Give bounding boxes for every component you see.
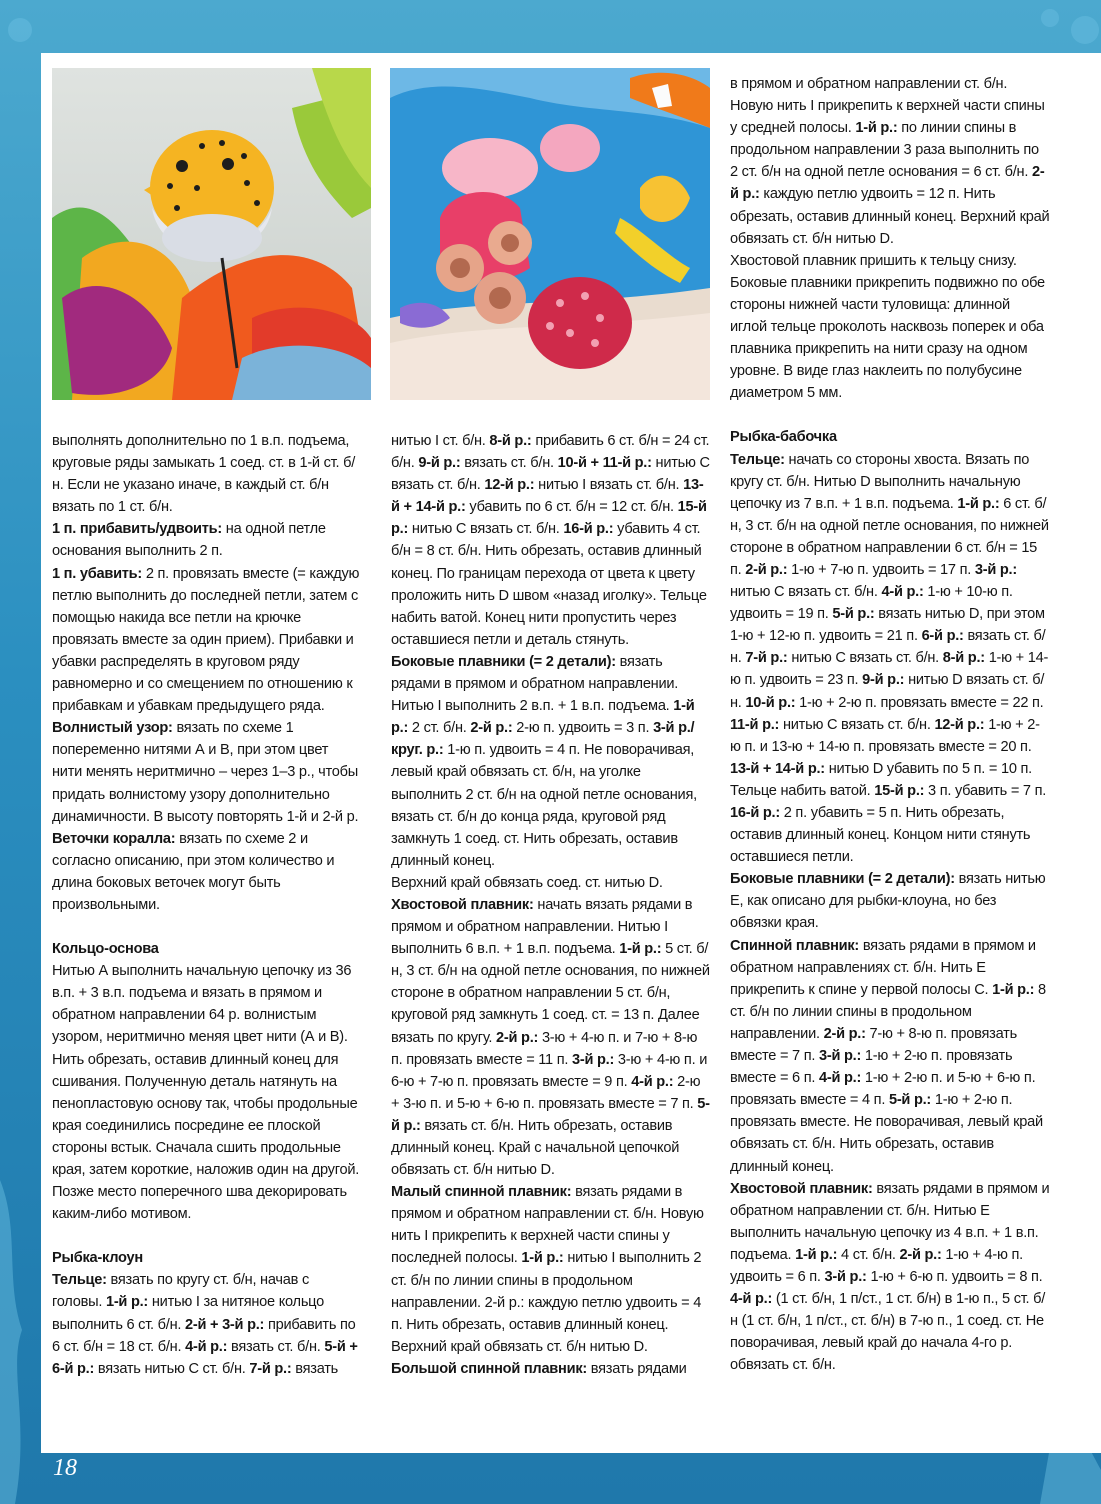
paragraph-increase: 1 п. прибавить/удвоить: на одной петле основания выполнить 2 п. [52, 521, 326, 560]
paragraph-clownfish-body-continued: нитью I ст. б/н. 8-й р.: прибавить 6 ст. б/н = 24 ст. б/н. 9-й р.: вязать ст. б/н. 10-й + 11-й р.: нитью С вязать ст. б/н. 12-й р.: нитью I вязать ст. б/н. 13-й + 14-й р.: убавить по 6 ст. б/н = 12 ст. б/н. 15-й р.: нитью С вязать ст. б/н. 16-й р.: убавить 4 ст. б/н = 8 ст. б/н. Нить обрезать, оставив длинный конец. По границам перехода от цвета к цвету проложить нить D швом «назад иголку». Тельце набить ватой. Конец нити пропустить через оставшиеся петли и деталь стянуть. [391, 433, 710, 648]
photo-crochet-coral-reef-ring [390, 68, 710, 400]
page-number: 18 [53, 1455, 77, 1481]
paragraph-clownfish-body: Тельце: вязать по кругу ст. б/н, начав с головы. 1-й р.: нитью I за нитяное кольцо выполнить 6 ст. б/н. 2-й + 3-й р.: прибавить по 6 ст. б/н = 18 ст. б/н. 4-й р.: вязать ст. б/н. 5-й + 6-й р.: вязать нитью С ст. б/н. 7-й р.: вязать [52, 1272, 358, 1377]
paragraph-small-dorsal-fin: Малый спинной плавник: вязать рядами в прямом и обратном направлении ст. б/н. Новую нить I прикрепить к верхней части спины у последней полосы. 1-й р.: нитью I выполнить 2 ст. б/н по линии спины в продольном направлении. 2-й р.: каждую петлю удвоить = 4 п. Нить обрезать, оставив длинный конец. Верхний край обвязать ст. б/н нитью D. [391, 1184, 704, 1355]
paragraph-coral-branches: Веточки коралла: вязать по схеме 2 и согласно описанию, при этом количество и длина боковых веточек могут быть произвольными. [52, 830, 335, 913]
photo-crochet-pufferfish-coral [52, 68, 371, 400]
paragraph-butterfly-side-fins: Боковые плавники (= 2 детали): вязать нитью Е, как описано для рыбки-клоуна, но без обвязки края. [730, 871, 1046, 932]
text-column-1 [52, 430, 362, 1380]
heading-base-ring: Кольцо-основа [52, 941, 159, 958]
paragraph-wavy-pattern: Волнистый узор: вязать по схеме 1 попеременно нитями А и В, при этом цвет нити менять неритмично – через 1–3 р., чтобы придать волнистому узору дополнительно динамичности. В высоту повторять 1-й и 2-й р. [52, 720, 359, 825]
magazine-page [41, 53, 1101, 1453]
paragraph-side-fins: Боковые плавники (= 2 детали): вязать рядами в прямом и обратном направлении. Нитью I выполнить 2 в.п. + 1 в.п. подъема. 1-й р.: 2 ст. б/н. 2-й р.: 2-ю п. удвоить = 3 п. 3-й р./круг. р.: 1-ю п. удвоить = 4 п. Не поворачивая, левый край обвязать ст. б/н, на уголке выполнить 2 ст. б/н на одной петле основания, вязать ст. б/н до конца ряда, круговой ряд замкнуть 1 соед. ст. Нить обрезать, оставив длинный конец. [391, 653, 697, 869]
paragraph-big-dorsal-fin: Большой спинной плавник: вязать рядами [391, 1360, 687, 1377]
heading-clownfish: Рыбка-клоун [52, 1250, 143, 1267]
text-column-2 [391, 430, 711, 1380]
crochet-fish-on-coral-photo [52, 68, 371, 400]
paragraph-tail-fin: Хвостовой плавник: начать вязать рядами в прямом и обратном направлении. Нитью I выполнить 6 в.п. + 1 в.п. подъема. 1-й р.: 5 ст. б/н, 3 ст. б/н на одной петле основания, по нижней стороне в обратном направлении 5 ст. б/н, круговой ряд замкнуть 1 соед. ст. = 13 п. Далее вязать по кругу. 2-й р.: 3-ю + 4-ю п. и 7-ю + 8-ю п. провязать вместе = 11 п. 3-й р.: 3-ю + 4-ю п. и 6-ю + 7-ю п. провязать вместе = 9 п. 4-й р.: 2-ю + 3-ю п. и 5-ю + 6-ю п. провязать вместе = 7 п. 5-й р.: вязать ст. б/н. Нить обрезать, оставив длинный конец. Край с начальной цепочкой обвязать ст. б/н нитью D. [391, 896, 710, 1179]
paragraph-big-dorsal-fin-continued: в прямом и обратном направлении ст. б/н. Новую нить I прикрепить к верхней части спины у средней полосы. 1-й р.: по линии спины в продольном направлении 3 раза выполнить по 2 ст. б/н на одной петле основания = 6 ст. б/н. 2-й р.: каждую петлю удвоить = 12 п. Нить обрезать, оставив длинный конец. Верхний край обвязать ст. б/н нитью D. [730, 76, 1050, 247]
paragraph-decrease: 1 п. убавить: 2 п. провязать вместе (= каждую петлю выполнить до последней петли, затем с помощью накида все петли на крючке провязать вместе за один прием). Прибавки и убавки распределять в круговом ряду равномерно и со смещением по отношению к прибавкам и убавкам предыдущего ряда. [52, 565, 360, 715]
paragraph-intro-continued: выполнять дополнительно по 1 в.п. подъема, круговые ряды замыкать 1 соед. ст. в 1-й ст. б/н. Если не указано иначе, в каждый ст. б/н вязать по 1 ст. б/н. [52, 433, 356, 516]
paragraph-butterflyfish-body: Тельце: начать со стороны хвоста. Вязать по кругу ст. б/н. Нитью D выполнить начальную цепочку из 7 в.п. + 1 в.п. подъема. 1-й р.: 6 ст. б/н, 3 ст. б/н на одной петле основания, по нижней стороне в обратном направлении 6 ст. б/н = 15 п. 2-й р.: 1-ю + 7-ю п. удвоить = 17 п. 3-й р.: нитью С вязать ст. б/н. 4-й р.: 1-ю + 10-ю п. удвоить = 19 п. 5-й р.: вязать нитью D, при этом 1-ю + 12-ю п. удвоить = 21 п. 6-й р.: вязать ст. б/н. 7-й р.: нитью С вязать ст. б/н. 8-й р.: 1-ю + 14-ю п. удвоить = 23 п. 9-й р.: нитью D вязать ст. б/н. 10-й р.: 1-ю + 2-ю п. провязать вместе = 22 п. 11-й р.: нитью С вязать ст. б/н. 12-й р.: 1-ю + 2-ю п. и 13-ю + 14-ю п. провязать вместе = 20 п. 13-й + 14-й р.: нитью D убавить по 5 п. = 10 п. Тельце набить ватой. 15-й р.: 3 п. убавить = 7 п. 16-й р.: 2 п. убавить = 5 п. Нить обрезать, оставив длинный конец. Концом нити стянуть оставшиеся петли. [730, 451, 1049, 866]
crochet-coral-ring-photo [390, 68, 710, 400]
paragraph-butterfly-tail-fin: Хвостовой плавник: вязать рядами в прямом и обратном направлении ст. б/н. Нитью Е выполнить начальную цепочку из 4 в.п. + 1 в.п. подъема. 1-й р.: 4 ст. б/н. 2-й р.: 1-ю + 4-ю п. удвоить = 6 п. 3-й р.: 1-ю + 6-ю п. удвоить = 8 п. 4-й р.: (1 ст. б/н, 1 п/ст., 1 ст. б/н) в 1-ю п., 5 ст. б/н (1 ст. б/н, 1 п/ст., ст. б/н) в 7-ю п., 1 соед. ст. Не поворачивая, левый край до начала 4-го р. обвязать ст. б/н. [730, 1180, 1050, 1374]
text-column-3 [730, 73, 1050, 1376]
paragraph-assembly: Хвостовой плавник пришить к тельцу снизу. Боковые плавники прикрепить подвижно по обе стороны нижней части туловища: длинной иглой тельце проколоть насквозь поперек и оба плавника прикрепить на нити сразу на одном уровне. В виде глаз наклеить по полубусине диаметром 5 мм. [730, 252, 1045, 402]
paragraph-butterfly-dorsal-fin: Спинной плавник: вязать рядами в прямом и обратном направлениях ст. б/н. Нить Е прикрепить к спине у первой полосы С. 1-й р.: 8 ст. б/н по линии спины в продольном направлении. 2-й р.: 7-ю + 8-ю п. провязать вместе = 7 п. 3-й р.: 1-ю + 2-ю п. провязать вместе = 6 п. 4-й р.: 1-ю + 2-ю п. и 5-ю + 6-ю п. провязать вместе = 4 п. 5-й р.: 1-ю + 2-ю п. провязать вместе. Не поворачивая, левый край обвязать ст. б/н. Нить обрезать, оставив длинный конец. [730, 937, 1046, 1175]
paragraph-base-ring: Нитью А выполнить начальную цепочку из 36 в.п. + 3 в.п. подъема и вязать в прямом и обратном направлении 64 р. волнистым узором, неритмично меняя цвет нити (А и В). Нить обрезать, оставив длинный конец для сшивания. Полученную деталь натянуть на пенопластовую основу так, чтобы продольные края соединились посредине ее плоской стороны встык. Сначала сшить продольные края, затем короткие, наложив один на другой. Позже место поперечного шва декорировать каким-либо мотивом. [52, 963, 360, 1223]
heading-butterflyfish: Рыбка-бабочка [730, 429, 837, 446]
paragraph-top-edge: Верхний край обвязать соед. ст. нитью D. [391, 874, 663, 891]
